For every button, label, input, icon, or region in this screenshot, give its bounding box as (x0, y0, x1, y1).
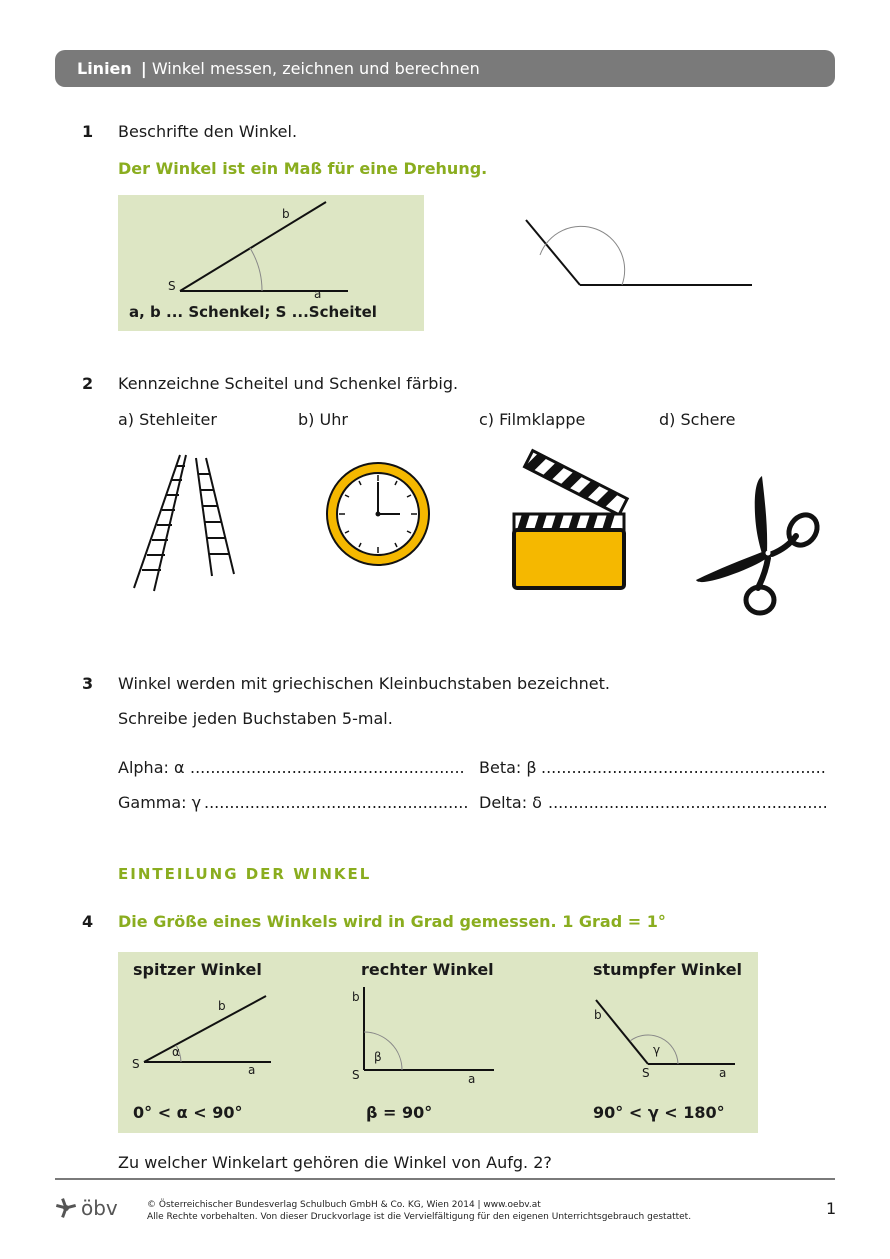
beta-label: Beta: β (479, 758, 537, 777)
delta-writing-line[interactable]: ....................................................... (548, 793, 828, 812)
section-heading: EINTEILUNG DER WINKEL (118, 865, 372, 883)
obtuse-formula: 90° < γ < 180° (593, 1103, 725, 1122)
task3-subinstruction: Schreibe jeden Buchstaben 5-mal. (118, 709, 393, 728)
copyright-line2: Alle Rechte vorbehalten. Von dieser Druckvorlage ist die Vervielfältigung für den eigenen Unterrichtsgebrauch gestattet. (147, 1212, 692, 1222)
leg-b-line (180, 202, 326, 291)
blank-leg-b (526, 220, 580, 285)
task1-example-box (118, 195, 424, 331)
angle-arc (250, 248, 262, 291)
oebv-star-icon (55, 1197, 77, 1219)
right-label-s: S (352, 1068, 360, 1082)
obtuse-label-s: S (642, 1066, 650, 1080)
task3-number: 3 (82, 674, 94, 693)
angle-types-box (118, 952, 758, 1133)
acute-label-b: b (218, 999, 226, 1013)
example-label-b: b (282, 207, 290, 221)
delta-label: Delta: δ (479, 793, 542, 812)
example-caption: a, b ... Schenkel; S ...Scheitel (129, 303, 377, 321)
beta-writing-line[interactable]: ........................................................ (541, 758, 826, 777)
item-schere: d) Schere (659, 410, 736, 429)
item-uhr: b) Uhr (298, 410, 348, 429)
right-title: rechter Winkel (361, 960, 494, 979)
task1-instruction: Beschrifte den Winkel. (118, 122, 298, 141)
blank-arc (540, 226, 625, 285)
header-title: Winkel messen, zeichnen und berechnen (151, 59, 480, 78)
right-angle-symbol: β (374, 1050, 382, 1064)
ladder-icon (128, 452, 240, 594)
task1-blank-angle (520, 210, 760, 300)
task1-hint: Der Winkel ist ein Maß für eine Drehung. (118, 159, 488, 178)
right-arc (364, 1032, 402, 1070)
task4-number: 4 (82, 912, 94, 931)
acute-label-a: a (248, 1063, 256, 1077)
task4-instruction: Die Größe eines Winkels wird in Grad gemessen. 1 Grad = 1° (118, 912, 666, 931)
task2-instruction: Kennzeichne Scheitel und Schenkel färbig. (118, 374, 459, 393)
header-bar (55, 50, 835, 87)
right-label-a: a (468, 1072, 476, 1086)
item-stehleiter: a) Stehleiter (118, 410, 217, 429)
obtuse-title: stumpfer Winkel (593, 960, 743, 979)
footer-divider (55, 1178, 835, 1180)
item-filmklappe: c) Filmklappe (479, 410, 586, 429)
example-label-a: a (314, 287, 322, 301)
alpha-writing-line[interactable]: ...................................................... (190, 758, 465, 777)
clock-icon (324, 460, 434, 570)
obtuse-leg-b (596, 1000, 648, 1064)
acute-leg-b (144, 996, 266, 1062)
obtuse-label-a: a (719, 1066, 727, 1080)
publisher-logo (55, 1196, 118, 1220)
obtuse-angle-symbol: γ (653, 1043, 661, 1057)
task2-number: 2 (82, 374, 94, 393)
example-label-s: S (168, 279, 176, 293)
scissors-icon (692, 474, 824, 618)
page-number: 1 (826, 1199, 837, 1218)
alpha-label: Alpha: α (118, 758, 185, 777)
header-separator: | (140, 59, 147, 78)
logo-text: öbv (81, 1196, 118, 1220)
clapperboard-icon (508, 446, 632, 592)
copyright-line1: © Österreichischer Bundesverlag Schulbuch GmbH & Co. KG, Wien 2014 | www.oebv.at (147, 1200, 541, 1210)
acute-formula: 0° < α < 90° (133, 1103, 243, 1122)
obtuse-label-b: b (594, 1008, 602, 1022)
acute-label-s: S (132, 1057, 140, 1071)
gamma-label: Gamma: γ (118, 793, 202, 812)
gamma-writing-line[interactable]: .................................................... (204, 793, 469, 812)
task1-number: 1 (82, 122, 94, 141)
acute-angle-symbol: α (172, 1045, 180, 1059)
acute-title: spitzer Winkel (133, 960, 262, 979)
task4-question: Zu welcher Winkelart gehören die Winkel von Aufg. 2? (118, 1153, 552, 1172)
task3-instruction: Winkel werden mit griechischen Kleinbuchstaben bezeichnet. (118, 674, 610, 693)
right-label-b: b (352, 990, 360, 1004)
header-section: Linien (77, 59, 132, 78)
right-formula: β = 90° (366, 1103, 433, 1122)
